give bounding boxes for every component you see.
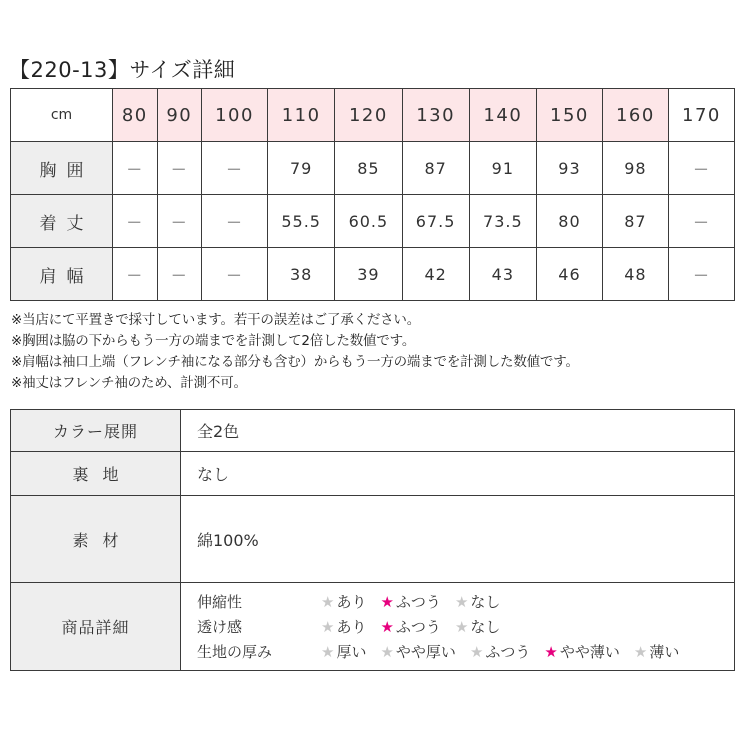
detail-option xyxy=(544,641,619,662)
option-text: 薄い xyxy=(649,643,680,661)
lining-label: 裏地 xyxy=(11,452,181,496)
size-120: 120 xyxy=(335,89,402,142)
table-cell: － xyxy=(113,142,158,195)
star-empty-icon: ★ xyxy=(454,618,469,636)
table-cell: 42 xyxy=(402,248,469,301)
size-80: 80 xyxy=(113,89,158,142)
length-label: 着丈 xyxy=(11,195,113,248)
note-line: ※肩幅は袖口上端（フレンチ袖になる部分も含む）からもう一方の端までを計測した数値です。 xyxy=(11,354,579,370)
table-cell: － xyxy=(202,142,268,195)
table-cell: 48 xyxy=(602,248,668,301)
note-line: ※袖丈はフレンチ袖のため、計測不可。 xyxy=(11,375,247,391)
star-empty-icon: ★ xyxy=(321,643,335,661)
note-line: ※胸囲は脇の下からもう一方の端までを計測して2倍した数値です。 xyxy=(11,333,416,349)
table-cell: 60.5 xyxy=(335,195,402,248)
detail-options xyxy=(321,591,514,612)
note-line: ※当店にて平置きで採寸しています。若干の誤差はご了承ください。 xyxy=(11,312,421,328)
option-text: やや薄い xyxy=(559,643,620,661)
material-label: 素材 xyxy=(11,496,181,583)
table-cell: 39 xyxy=(335,248,402,301)
details-row xyxy=(11,583,735,671)
detail-option xyxy=(380,641,455,662)
option-text: 厚い xyxy=(336,643,367,661)
unit-label: cm xyxy=(11,89,113,142)
page-title: 【220-13】サイズ詳細 xyxy=(9,58,236,82)
option-text: あり xyxy=(336,618,367,636)
table-cell: 79 xyxy=(268,142,335,195)
details-list xyxy=(197,589,734,664)
size-130: 130 xyxy=(402,89,469,142)
detail-option xyxy=(470,641,530,662)
color-label: カラー展開 xyxy=(11,410,181,452)
detail-option xyxy=(455,591,500,612)
chest-label: 胸囲 xyxy=(11,142,113,195)
spec-table xyxy=(10,409,735,671)
table-cell: － xyxy=(202,248,268,301)
table-cell: 67.5 xyxy=(402,195,469,248)
table-cell: － xyxy=(113,248,158,301)
size-140: 140 xyxy=(469,89,536,142)
table-cell: 87 xyxy=(602,195,668,248)
option-text: ふつう xyxy=(485,643,531,661)
table-cell: 98 xyxy=(602,142,668,195)
shoulder-label: 肩幅 xyxy=(11,248,113,301)
detail-option xyxy=(380,591,440,612)
option-text: なし xyxy=(470,593,501,611)
option-text: あり xyxy=(336,593,367,611)
star-filled-icon: ★ xyxy=(380,593,394,611)
table-cell: 80 xyxy=(536,195,602,248)
table-cell: 38 xyxy=(268,248,335,301)
option-text: なし xyxy=(470,618,501,636)
table-cell: 85 xyxy=(335,142,402,195)
size-table xyxy=(10,88,735,301)
material-value: 綿100% xyxy=(181,496,735,583)
detail-row xyxy=(197,614,734,639)
detail-label: 伸縮性 xyxy=(197,593,243,611)
detail-row xyxy=(197,589,734,614)
star-filled-icon: ★ xyxy=(380,618,394,636)
detail-option xyxy=(321,616,366,637)
shoulder-row xyxy=(11,248,735,301)
size-150: 150 xyxy=(536,89,602,142)
detail-option xyxy=(380,616,440,637)
star-filled-icon: ★ xyxy=(544,643,558,661)
table-cell: － xyxy=(668,195,734,248)
detail-label: 生地の厚み xyxy=(197,643,273,661)
size-110: 110 xyxy=(268,89,335,142)
star-empty-icon: ★ xyxy=(321,593,335,611)
star-empty-icon: ★ xyxy=(321,618,335,636)
table-cell: 43 xyxy=(469,248,536,301)
table-cell: － xyxy=(202,195,268,248)
table-cell: 73.5 xyxy=(469,195,536,248)
detail-option xyxy=(455,616,500,637)
lining-row xyxy=(11,452,735,496)
measurement-notes xyxy=(11,310,579,394)
size-90: 90 xyxy=(157,89,202,142)
color-value: 全2色 xyxy=(181,410,735,452)
chest-row xyxy=(11,142,735,195)
detail-options xyxy=(321,641,693,662)
detail-option xyxy=(321,591,366,612)
color-row xyxy=(11,410,735,452)
detail-option xyxy=(321,641,366,662)
size-100: 100 xyxy=(202,89,268,142)
table-cell: － xyxy=(668,142,734,195)
table-cell: － xyxy=(668,248,734,301)
size-header-row xyxy=(11,89,735,142)
table-cell: 93 xyxy=(536,142,602,195)
table-cell: － xyxy=(157,248,202,301)
table-cell: 91 xyxy=(469,142,536,195)
lining-value: なし xyxy=(181,452,735,496)
table-cell: － xyxy=(157,195,202,248)
material-row xyxy=(11,496,735,583)
table-cell: － xyxy=(113,195,158,248)
option-text: やや厚い xyxy=(395,643,456,661)
table-cell: 87 xyxy=(402,142,469,195)
star-empty-icon: ★ xyxy=(469,643,484,661)
length-row xyxy=(11,195,735,248)
table-cell: 55.5 xyxy=(268,195,335,248)
details-label: 商品詳細 xyxy=(11,583,181,671)
option-text: ふつう xyxy=(395,593,441,611)
details-cell xyxy=(181,583,735,671)
size-160: 160 xyxy=(602,89,668,142)
star-empty-icon: ★ xyxy=(454,593,469,611)
detail-option xyxy=(634,641,679,662)
detail-row xyxy=(197,639,734,664)
star-empty-icon: ★ xyxy=(633,643,648,661)
table-cell: 46 xyxy=(536,248,602,301)
table-cell: － xyxy=(157,142,202,195)
detail-label: 透け感 xyxy=(197,618,243,636)
star-empty-icon: ★ xyxy=(380,643,394,661)
detail-options xyxy=(321,616,514,637)
option-text: ふつう xyxy=(395,618,441,636)
size-170: 170 xyxy=(668,89,734,142)
